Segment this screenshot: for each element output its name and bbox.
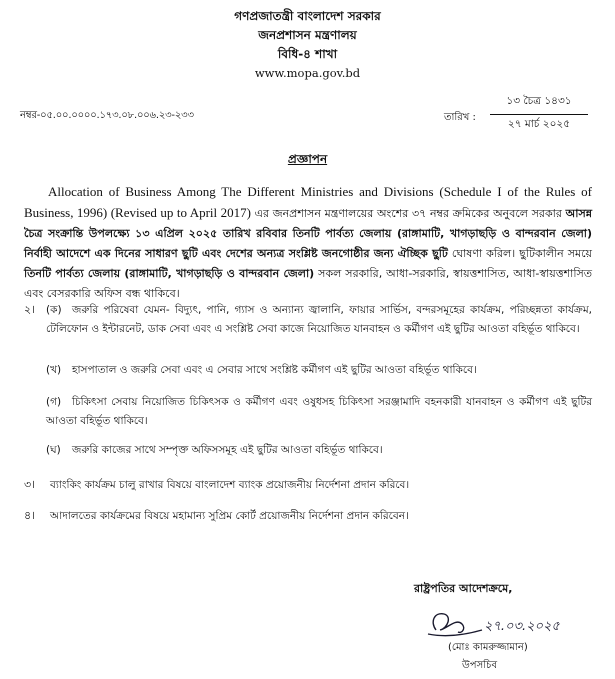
website-link[interactable]: www.mopa.gov.bd: [254, 66, 361, 80]
section-3-label: ৩।: [24, 478, 36, 491]
signatory-designation: উপসচিব: [462, 660, 498, 671]
section-4-label: ৪।: [24, 509, 36, 522]
section-4-text: আদালতের কার্যক্রমের বিষয়ে মহামান্য সুপ্রিম কোর্ট প্রয়োজনীয় নির্দেশনা প্রদান করিবেন।: [50, 510, 409, 522]
clause-ka: [46, 301, 592, 339]
hill-districts: তিনটি পার্বত্য জেলায় (রাঙ্গামাটি, খাগড়াছড়ি ও বান্দরবান জেলা): [24, 267, 315, 280]
para-text-e: সকল সরকারি, আধা-সরকারি, স্বায়ত্তশাসিত, আধা-স্বায়ত্তশাসিত এবং বেসরকারি অফিস বন্ধ থাকিবে।: [24, 267, 592, 300]
clause-ga-text: চিকিৎসা সেবায় নিয়োজিত চিকিৎসক ও কর্মীগণ এবং ওষুধসহ চিকিৎসা সরঞ্জামাদি বহনকারী যানবাহন ও কর্মীগণ এই ছুটির আওতা বহির্ভূত থাকিবে।: [46, 396, 592, 427]
para-text-c: ঘোষণা করিল। ছুটিকালীন সময়ে: [447, 247, 592, 260]
clause-kha-text: হাসপাতাল ও জরুরি সেবা এবং এ সেবার সাথে সংশ্লিষ্ট কর্মীগণ এই ছুটির আওতা বহির্ভূত থাকিবে।: [72, 364, 477, 376]
clause-kha: [46, 361, 592, 380]
page-title: প্রজ্ঞাপন: [287, 152, 328, 166]
president-order-line: রাষ্ট্রপতির আদেশক্রমে,: [414, 582, 513, 595]
ministry-name: জনপ্রশাসন মন্ত্রণালয়: [258, 28, 357, 42]
clause-kha-key: (খ): [46, 364, 62, 376]
signatory-name: (মোঃ কামরুজ্জামান): [448, 642, 528, 653]
main-paragraph: [24, 182, 592, 304]
date-bangla: ১৩ চৈত্র ১৪৩১: [506, 95, 572, 107]
clause-gha: [46, 441, 592, 460]
date-box: [490, 94, 588, 134]
clause-ka-text: জরুরি পরিষেবা যেমন- বিদ্যুৎ, পানি, গ্যাস ও অন্যান্য জ্বালানি, ফায়ার সার্ভিস, বন্দরসমূহের কার্যক্রম, পরিচ্ছন্নতা কার্যক্রম, টেলিফোন ও ইন্টারনেট, ডাক সেবা এবং এ সংশ্লিষ্ট সেবা কাজে নিয়োজিত যানবাহন ও কর্মীগণ এই ছুটির আওতা বহির্ভূত থাকিবে।: [46, 304, 592, 335]
holiday-announcement: আসন্ন চৈত্র সংক্রান্তি উপলক্ষ্যে ১৩ এপ্রিল ২০২৫ তারিখ রবিবার তিনটি পার্বত্য জেলায় (রাঙ্গামাটি, খাগড়াছড়ি ও বান্দরবান জেলা) নির্বাহী আদেশে এক দিনের সাধারণ ছুটি এবং দেশের অন্যত্র সংশ্লিষ্ট জনগোষ্ঠীর জন্য ঐচ্ছিক ছুটি: [24, 207, 592, 260]
date-label: তারিখ :: [444, 112, 476, 123]
clause-gha-key: (ঘ): [46, 444, 61, 456]
clause-ga-key: (গ): [46, 396, 62, 408]
signature-date: ২৭.০৩.২০২৫: [484, 619, 560, 634]
government-name: গণপ্রজাতন্ত্রী বাংলাদেশ সরকার: [234, 9, 381, 23]
para-text-a: এর জনপ্রশাসন মন্ত্রণালয়ের অংশের ৩৭ নম্বর ক্রমিকের অনুবলে সরকার: [250, 207, 566, 220]
section-3-text: ব্যাংকিং কার্যক্রম চালু রাখার বিষয়ে বাংলাদেশ ব্যাংক প্রয়োজনীয় নির্দেশনা প্রদান করিবে।: [50, 479, 410, 491]
memo-number: নম্বর-০৫.০০.০০০০.১৭৩.০৮.০০৬.২৩-২৩৩: [20, 110, 194, 121]
date-gregorian: ২৭ মার্চ ২০২৫: [507, 118, 571, 130]
clause-ka-key: (ক): [46, 304, 62, 316]
clause-gha-text: জরুরি কাজের সাথে সম্পৃক্ত অফিসসমূহ এই ছুটির আওতা বহির্ভূত থাকিবে।: [72, 444, 383, 456]
clause-ga: [46, 393, 592, 431]
rules-reference: Allocation of Business Among The Different Ministries and Divisions (Schedule I of the Rules of Business, 1996) (Revised up to April 2017): [24, 184, 592, 220]
section-2-label: ২।: [24, 303, 36, 316]
section-name: বিধি-৪ শাখা: [277, 47, 338, 61]
date-divider: [490, 114, 588, 115]
handwritten-signature: [418, 604, 588, 640]
